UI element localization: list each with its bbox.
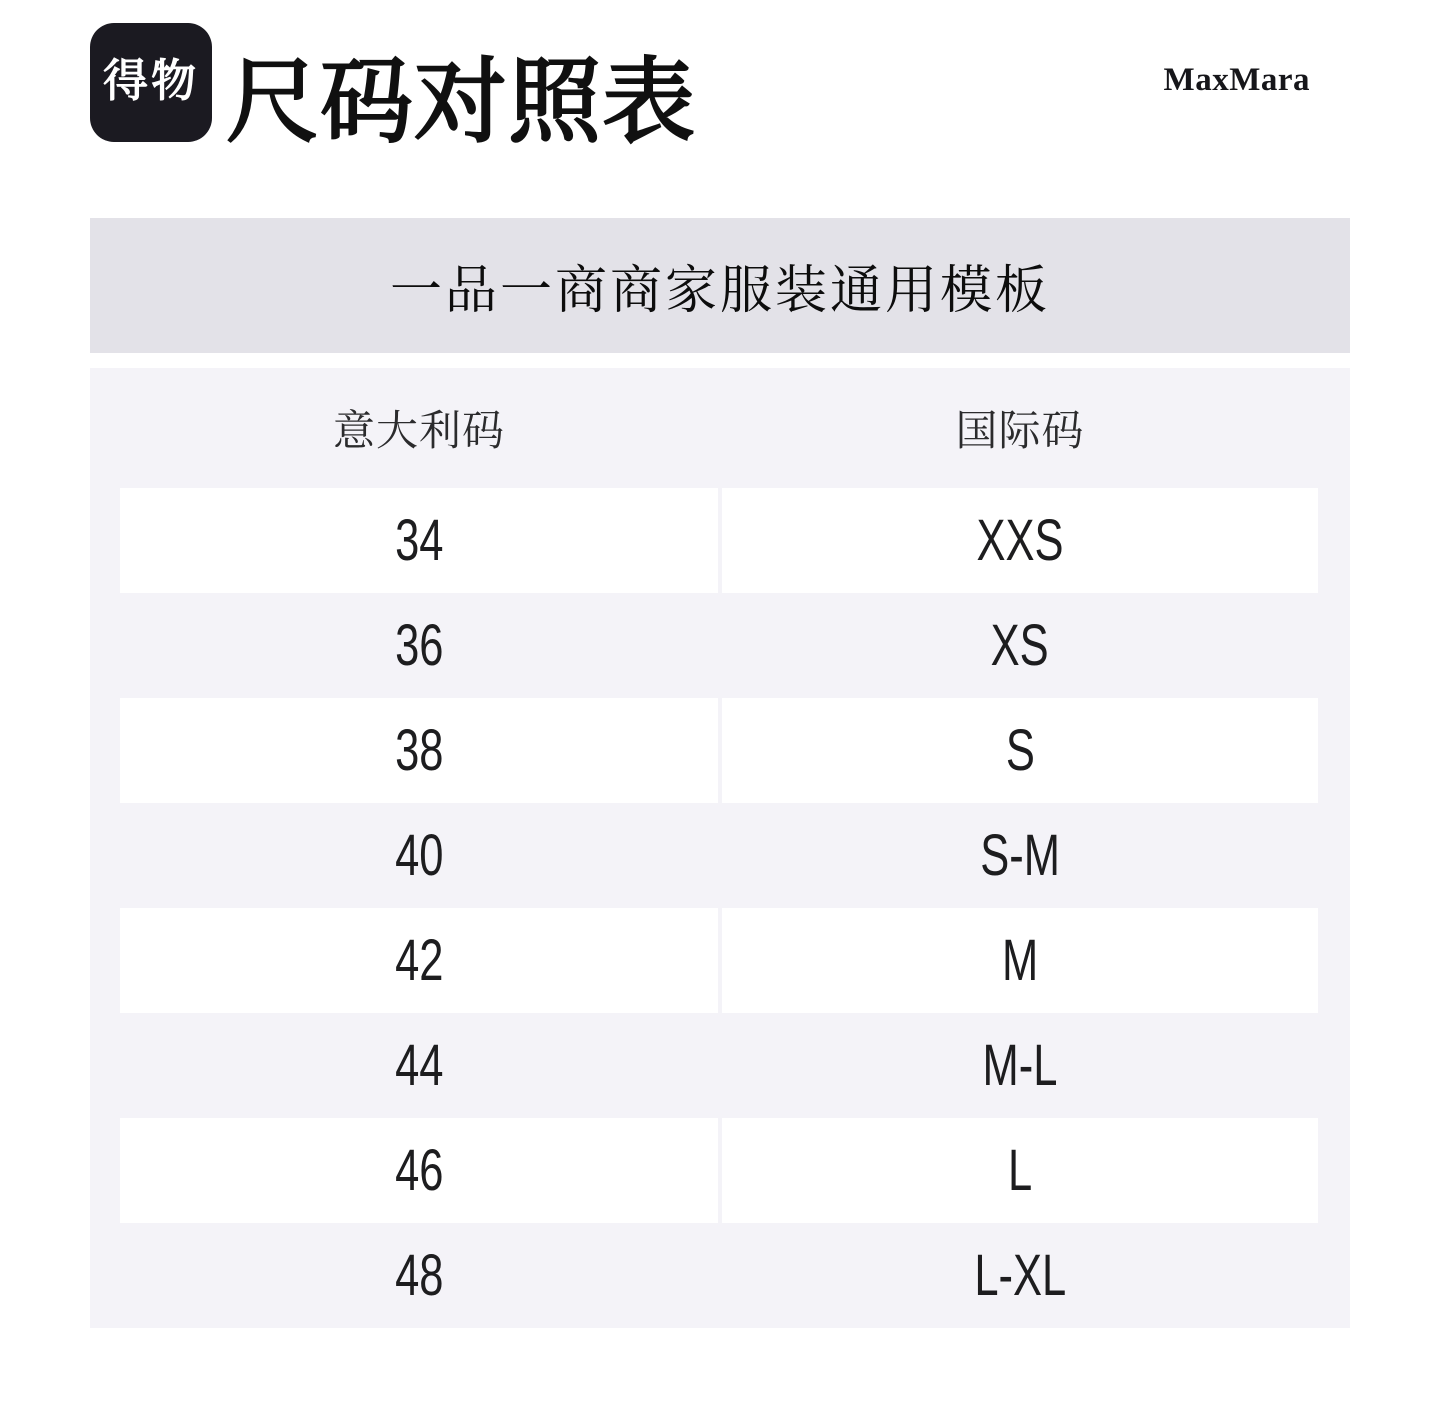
column-header-italian-size: 意大利码 — [332, 407, 505, 454]
international-size-cell — [722, 488, 1318, 593]
italian-size-value: 38 — [394, 717, 444, 783]
international-size-value: L-XL — [974, 1242, 1066, 1308]
table-row — [90, 908, 1350, 1013]
table-row — [90, 488, 1350, 593]
table-row — [90, 1013, 1350, 1118]
international-size-value: S — [1005, 717, 1035, 783]
table-header-row — [90, 368, 1350, 488]
international-size-value: M — [1001, 927, 1039, 993]
international-size-value: L — [1007, 1137, 1033, 1203]
italian-size-value: 46 — [394, 1137, 444, 1203]
template-banner — [90, 218, 1350, 353]
template-banner-text: 一品一商商家服装通用模板 — [389, 262, 1050, 320]
italian-size-value: 48 — [394, 1242, 444, 1308]
italian-size-cell — [120, 593, 718, 698]
italian-size-cell — [120, 908, 718, 1013]
international-size-value: XXS — [976, 507, 1064, 573]
italian-size-value: 40 — [394, 822, 444, 888]
italian-size-cell — [120, 1223, 718, 1328]
size-table — [90, 368, 1350, 1328]
dewu-logo-text: 得物 — [102, 55, 199, 106]
international-size-cell — [722, 1118, 1318, 1223]
italian-size-value: 34 — [394, 507, 444, 573]
international-size-value: XS — [990, 612, 1050, 678]
international-size-cell — [722, 908, 1318, 1013]
italian-size-value: 36 — [394, 612, 444, 678]
italian-size-value: 44 — [394, 1032, 444, 1098]
international-size-value: S-M — [980, 822, 1060, 888]
table-row — [90, 698, 1350, 803]
italian-size-value: 42 — [394, 927, 444, 993]
column-header-international-size: 国际码 — [955, 407, 1085, 454]
table-row — [90, 593, 1350, 698]
table-body — [90, 488, 1350, 1328]
brand-name: MaxMara — [1163, 62, 1310, 98]
international-size-cell — [722, 1223, 1318, 1328]
international-size-cell — [722, 698, 1318, 803]
italian-size-cell — [120, 698, 718, 803]
table-row — [90, 803, 1350, 908]
dewu-logo — [90, 23, 212, 142]
table-row — [90, 1118, 1350, 1223]
italian-size-cell — [120, 488, 718, 593]
international-size-cell — [722, 593, 1318, 698]
international-size-value: M-L — [982, 1032, 1058, 1098]
italian-size-cell — [120, 803, 718, 908]
international-size-cell — [722, 1013, 1318, 1118]
italian-size-cell — [120, 1013, 718, 1118]
table-row — [90, 1223, 1350, 1328]
italian-size-cell — [120, 1118, 718, 1223]
international-size-cell — [722, 803, 1318, 908]
page-title: 尺码对照表 — [226, 50, 696, 154]
